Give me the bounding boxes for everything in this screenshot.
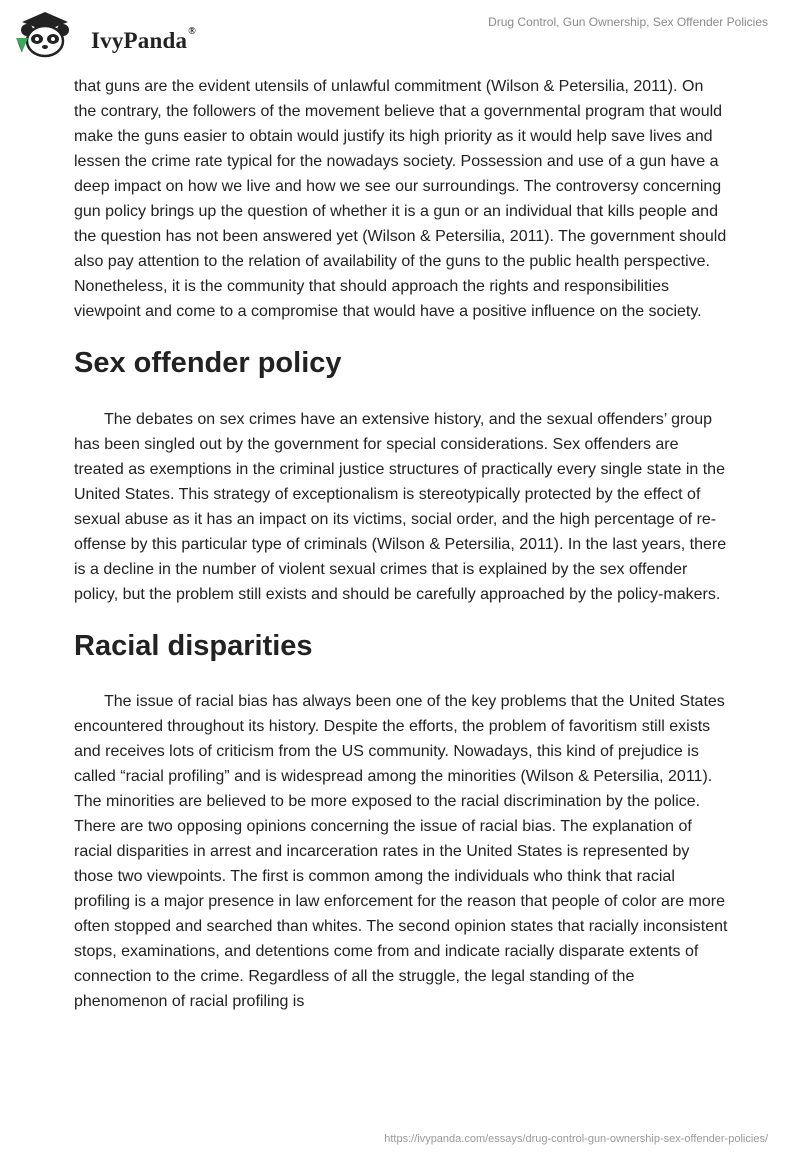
intro-paragraph: that guns are the evident utensils of unlawful commitment (Wilson & Petersilia, 2011). On the contrary, the followers of the movement believe that a governmental program that would make the guns easier to obtain would justify its high priority as it would help save lives and lessen the crime rate typical for the nowadays society. Possession and use of a gun have a deep impact on how we live and how we see our surroundings. The controversy concerning gun policy brings up the question of whether it is a gun or an individual that kills people and the question has not been answered yet (Wilson & Petersilia, 2011). The government should also pay attention to the relation of availability of the guns to the public health perspective. Nonetheless, it is the community that should approach the rights and responsibilities viewpoint and come to a compromise that would have a positive influence on the society. [74, 78, 727, 320]
racial-disparities-paragraph: The issue of racial bias has always been one of the key problems that the United States encountered throughout its history. Despite the efforts, the problem of favoritism still exists and receives lots of criticism from the US community. Nowadays, this kind of prejudice is called “racial profiling” and is widespread among the minorities (Wilson & Petersilia, 2011). The minorities are believed to be more exposed to the racial discrimination by the police. There are two opposing opinions concerning the issue of racial bias. The explanation of racial disparities in arrest and incarceration rates in the United States is represented by those two viewpoints. The first is common among the individuals who think that racial profiling is a major presence in law enforcement for the reason that people of color are more often stopped and searched than whites. The second opinion states that racially inconsistent stops, examinations, and detentions come from and indicate racially disparate extents of connection to the crime. Regardless of all the struggle, the legal standing of the phenomenon of racial profiling is [74, 693, 728, 1010]
footer-url[interactable]: https://ivypanda.com/essays/drug-control-gun-ownership-sex-offender-policies/ [384, 1133, 768, 1145]
brand-name: IvyPanda® [91, 26, 196, 53]
document-body [74, 70, 730, 1014]
panda-graduate-icon [14, 8, 76, 58]
brand-logo[interactable] [14, 8, 214, 58]
sex-offender-heading: Sex offender policy [74, 347, 342, 379]
racial-disparities-heading: Racial disparities [74, 630, 313, 662]
page-header [0, 0, 800, 70]
sex-offender-paragraph: The debates on sex crimes have an extensive history, and the sexual offenders’ group has been singled out by the government for special considerations. Sex offenders are treated as exemptions in the criminal justice structures of practically every single state in the United States. This strategy of exceptionalism is stereotypically protected by the effect of sexual abuse as it has an impact on its victims, social order, and the high percentage of re-offense by this particular type of criminals (Wilson & Petersilia, 2011). In the last years, there is a decline in the number of violent sexual crimes that is explained by the sex offender policy, but the problem still exists and should be carefully approached by the policy-makers. [74, 411, 727, 603]
document-title: Drug Control, Gun Ownership, Sex Offender Policies [488, 15, 768, 29]
